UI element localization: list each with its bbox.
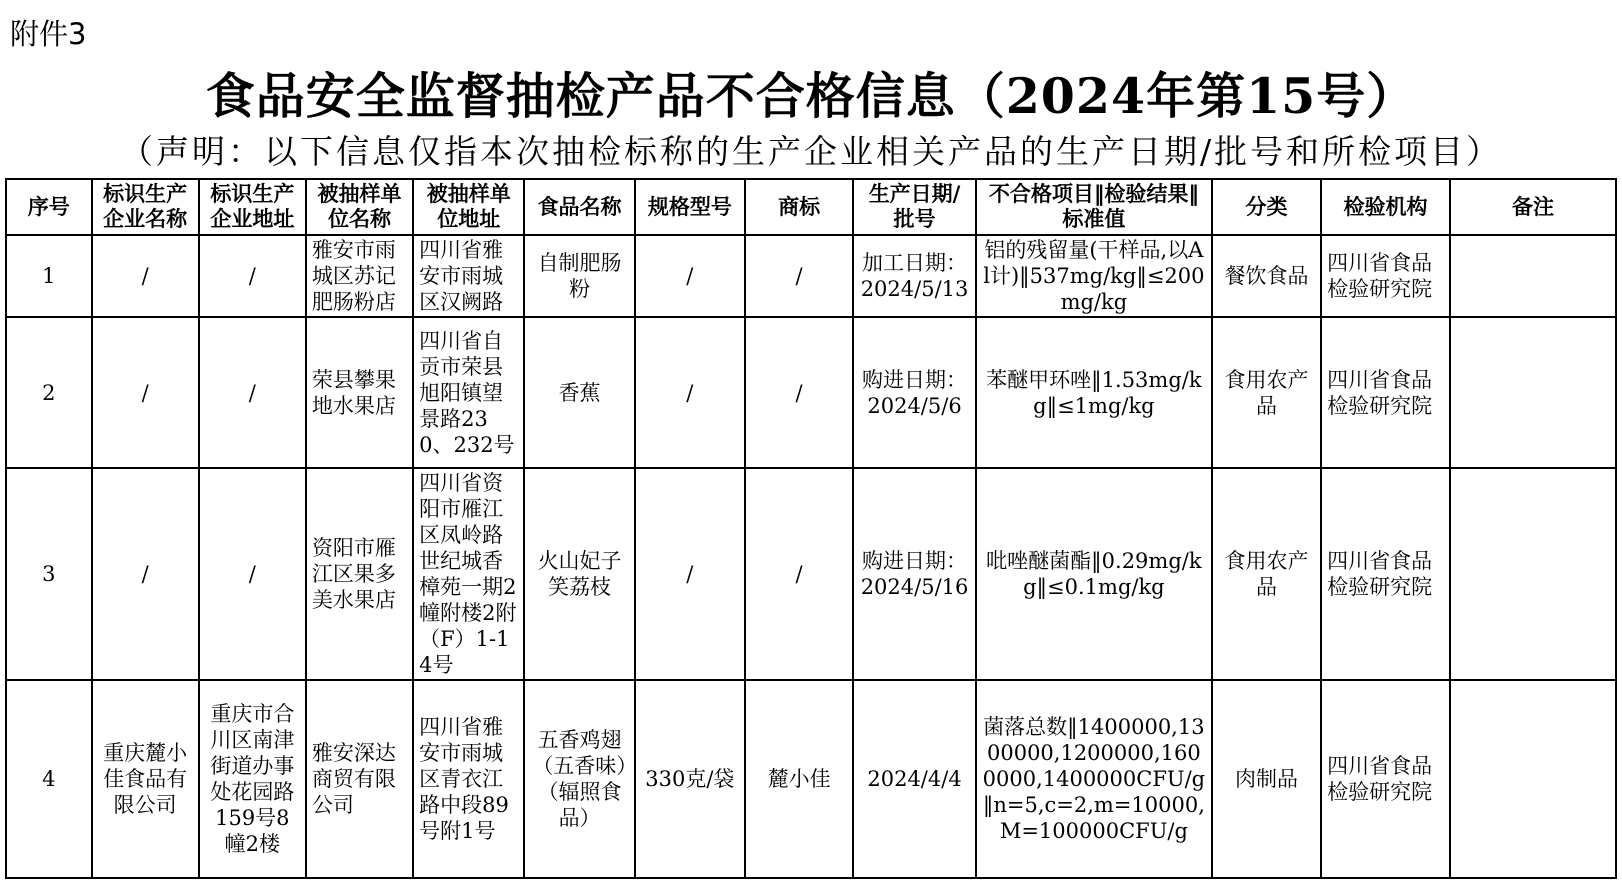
cell-remark [1450,317,1616,468]
cell-seq: 3 [6,468,92,680]
cell-category: 餐饮食品 [1212,235,1321,317]
cell-sampled-unit-address: 四川省雅安市雨城区青衣江路中段89号附1号 [413,680,524,878]
cell-sampled-unit-address: 四川省雅安市雨城区汉阙路 [413,235,524,317]
cell-seq: 2 [6,317,92,468]
cell-brand: / [745,317,853,468]
cell-date-batch: 加工日期：2024/5/13 [853,235,976,317]
header-producer-address: 标识生产企业地址 [199,179,306,235]
cell-failed-item: 铝的残留量(干样品,以Al计)‖537mg/kg‖≤200mg/kg [976,235,1212,317]
header-failed-item: 不合格项目‖检验结果‖标准值 [976,179,1212,235]
cell-sampled-unit-name: 资阳市雁江区果多美水果店 [306,468,413,680]
cell-remark [1450,235,1616,317]
cell-producer-name: / [92,468,199,680]
cell-failed-item: 吡唑醚菌酯‖0.29mg/kg‖≤0.1mg/kg [976,468,1212,680]
cell-sampled-unit-address: 四川省自贡市荣县旭阳镇望景路230、232号 [413,317,524,468]
cell-failed-item: 苯醚甲环唑‖1.53mg/kg‖≤1mg/kg [976,317,1212,468]
cell-food-name: 自制肥肠粉 [524,235,634,317]
cell-remark [1450,468,1616,680]
cell-category: 食用农产品 [1212,468,1321,680]
header-sampled-unit-name: 被抽样单位名称 [306,179,413,235]
cell-category: 肉制品 [1212,680,1321,878]
cell-food-name: 火山妃子笑荔枝 [524,468,634,680]
cell-brand: 麓小佳 [745,680,853,878]
cell-producer-name: 重庆麓小佳食品有限公司 [92,680,199,878]
cell-lab: 四川省食品检验研究院 [1321,317,1450,468]
table-header-row [6,179,1616,235]
header-brand: 商标 [745,179,853,235]
cell-lab: 四川省食品检验研究院 [1321,468,1450,680]
cell-date-batch: 2024/4/4 [853,680,976,878]
cell-food-name: 香蕉 [524,317,634,468]
cell-producer-address: / [199,235,306,317]
header-remark: 备注 [1450,179,1616,235]
cell-sampled-unit-name: 荣县攀果地水果店 [306,317,413,468]
cell-brand: / [745,468,853,680]
cell-sampled-unit-address: 四川省资阳市雁江区凤岭路世纪城香樟苑一期2幢附楼2附（F）1-14号 [413,468,524,680]
attachment-label: 附件3 [10,17,87,51]
cell-date-batch: 购进日期：2024/5/6 [853,317,976,468]
cell-sampled-unit-name: 雅安深达商贸有限公司 [306,680,413,878]
cell-remark [1450,680,1616,878]
cell-producer-address: / [199,468,306,680]
header-sampled-unit-address: 被抽样单位地址 [413,179,524,235]
cell-producer-address: 重庆市合川区南津街道办事处花园路159号8幢2楼 [199,680,306,878]
table-row [6,235,1616,317]
cell-producer-address: / [199,317,306,468]
cell-producer-name: / [92,317,199,468]
header-lab: 检验机构 [1321,179,1450,235]
cell-food-name: 五香鸡翅（五香味）（辐照食品） [524,680,634,878]
cell-spec: / [635,235,745,317]
header-date-batch: 生产日期/批号 [853,179,976,235]
cell-sampled-unit-name: 雅安市雨城区苏记肥肠粉店 [306,235,413,317]
header-food-name: 食品名称 [524,179,634,235]
cell-failed-item: 菌落总数‖1400000,1300000,1200000,1600000,1400000CFU/g‖n=5,c=2,m=10000,M=100000CFU/g [976,680,1212,878]
page-title: 食品安全监督抽检产品不合格信息（2024年第15号） [205,67,1417,125]
cell-lab: 四川省食品检验研究院 [1321,680,1450,878]
header-spec: 规格型号 [635,179,745,235]
cell-producer-name: / [92,235,199,317]
table-row [6,468,1616,680]
cell-spec: 330克/袋 [635,680,745,878]
header-seq: 序号 [6,179,92,235]
cell-lab: 四川省食品检验研究院 [1321,235,1450,317]
nonconforming-products-table [5,178,1617,879]
header-category: 分类 [1212,179,1321,235]
cell-date-batch: 购进日期：2024/5/16 [853,468,976,680]
cell-spec: / [635,317,745,468]
table-row [6,680,1616,878]
cell-brand: / [745,235,853,317]
page-subtitle: （声明：以下信息仅指本次抽检标称的生产企业相关产品的生产日期/批号和所检项目） [119,132,1503,171]
cell-seq: 4 [6,680,92,878]
cell-spec: / [635,468,745,680]
cell-category: 食用农产品 [1212,317,1321,468]
cell-seq: 1 [6,235,92,317]
table-row [6,317,1616,468]
header-producer-name: 标识生产企业名称 [92,179,199,235]
